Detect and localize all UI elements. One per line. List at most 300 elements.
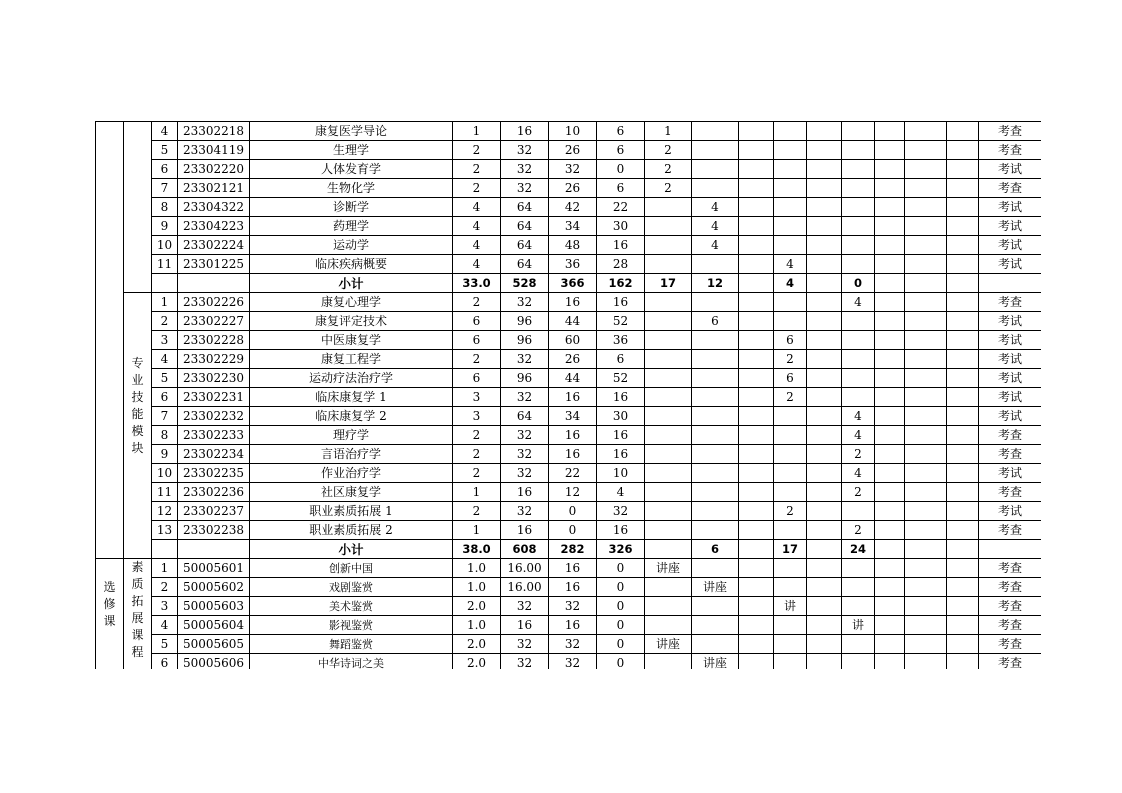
row-index-cell: 4 [152,616,178,635]
semester-hours-cell [645,255,692,274]
total-hours-cell: 32 [501,350,549,369]
credit-cell: 6 [453,331,501,350]
semester-hours-cell [645,597,692,616]
semester-hours-cell [645,616,692,635]
row-index-cell: 7 [152,179,178,198]
semester-hours-cell: 2 [842,483,875,502]
semester-hours-cell [692,426,739,445]
semester-hours-cell [905,464,947,483]
semester-hours-cell: 12 [692,274,739,293]
assessment-cell: 考试 [979,388,1042,407]
semester-hours-cell [947,350,979,369]
total-hours-cell: 528 [501,274,549,293]
row-index-cell: 7 [152,407,178,426]
semester-hours-cell [645,426,692,445]
theory-hours-cell: 32 [549,635,597,654]
practice-hours-cell: 0 [597,635,645,654]
row-index-cell: 5 [152,635,178,654]
course-name-cell: 临床康复学 2 [250,407,453,426]
semester-hours-cell [875,635,905,654]
semester-hours-cell [739,559,774,578]
semester-hours-cell: 讲座 [692,578,739,597]
theory-hours-cell: 26 [549,179,597,198]
semester-hours-cell [947,559,979,578]
course-code-cell: 23301225 [178,255,250,274]
total-hours-cell: 96 [501,331,549,350]
semester-hours-cell: 6 [774,369,807,388]
row-index-cell: 6 [152,160,178,179]
table-row [96,426,1042,445]
course-code-cell: 50005604 [178,616,250,635]
semester-hours-cell [947,464,979,483]
semester-hours-cell [807,179,842,198]
course-name-cell: 中华诗词之美 [250,654,453,670]
semester-hours-cell [692,160,739,179]
practice-hours-cell: 30 [597,217,645,236]
module-skill-cell: 专 业 技 能 模 块 [124,293,152,559]
theory-hours-cell: 12 [549,483,597,502]
course-name-cell: 戏剧鉴赏 [250,578,453,597]
course-code-cell: 23304223 [178,217,250,236]
theory-hours-cell: 366 [549,274,597,293]
theory-hours-cell: 44 [549,312,597,331]
credit-cell: 38.0 [453,540,501,559]
credit-cell: 2 [453,350,501,369]
semester-hours-cell [947,426,979,445]
course-name-cell: 临床康复学 1 [250,388,453,407]
semester-hours-cell [739,369,774,388]
table-row [96,198,1042,217]
theory-hours-cell: 10 [549,122,597,141]
semester-hours-cell [875,445,905,464]
semester-hours-cell: 24 [842,540,875,559]
credit-cell: 2.0 [453,635,501,654]
theory-hours-cell: 16 [549,426,597,445]
practice-hours-cell: 6 [597,350,645,369]
semester-hours-cell [947,521,979,540]
assessment-cell: 考试 [979,312,1042,331]
course-name-cell: 社区康复学 [250,483,453,502]
semester-hours-cell [807,521,842,540]
semester-hours-cell [875,331,905,350]
semester-hours-cell: 讲座 [692,654,739,670]
semester-hours-cell [739,255,774,274]
semester-hours-cell [774,654,807,670]
semester-hours-cell [807,483,842,502]
course-name-cell: 诊断学 [250,198,453,217]
semester-hours-cell [774,445,807,464]
assessment-cell: 考查 [979,654,1042,670]
theory-hours-cell: 44 [549,369,597,388]
table-row [96,369,1042,388]
semester-hours-cell [692,122,739,141]
row-index-cell [152,540,178,559]
practice-hours-cell: 6 [597,141,645,160]
credit-cell: 33.0 [453,274,501,293]
semester-hours-cell [842,179,875,198]
theory-hours-cell: 0 [549,502,597,521]
subtotal-label: 小计 [250,540,453,559]
semester-hours-cell [739,616,774,635]
semester-hours-cell [807,160,842,179]
row-index-cell: 1 [152,559,178,578]
semester-hours-cell [905,293,947,312]
semester-hours-cell: 0 [842,274,875,293]
semester-hours-cell: 4 [692,236,739,255]
semester-hours-cell [875,426,905,445]
total-hours-cell: 16.00 [501,559,549,578]
semester-hours-cell [739,426,774,445]
semester-hours-cell [739,521,774,540]
semester-hours-cell [875,616,905,635]
practice-hours-cell: 6 [597,122,645,141]
semester-hours-cell [739,502,774,521]
semester-hours-cell [692,483,739,502]
total-hours-cell: 32 [501,502,549,521]
row-index-cell: 9 [152,217,178,236]
semester-hours-cell [905,350,947,369]
semester-hours-cell [875,198,905,217]
semester-hours-cell [807,445,842,464]
semester-hours-cell [842,236,875,255]
table-row [96,293,1042,312]
semester-hours-cell [807,635,842,654]
row-index-cell: 13 [152,521,178,540]
semester-hours-cell [774,179,807,198]
semester-hours-cell [645,293,692,312]
semester-hours-cell [645,331,692,350]
theory-hours-cell: 22 [549,464,597,483]
semester-hours-cell: 4 [842,426,875,445]
assessment-cell: 考试 [979,464,1042,483]
total-hours-cell: 16.00 [501,578,549,597]
assessment-cell: 考试 [979,369,1042,388]
theory-hours-cell: 16 [549,388,597,407]
table-row [96,312,1042,331]
table-row [96,350,1042,369]
course-code-cell: 23302233 [178,426,250,445]
row-index-cell: 1 [152,293,178,312]
practice-hours-cell: 16 [597,388,645,407]
table-row [96,483,1042,502]
course-code-cell [178,274,250,293]
semester-hours-cell [739,293,774,312]
semester-hours-cell [739,540,774,559]
semester-hours-cell [807,654,842,670]
semester-hours-cell [842,255,875,274]
credit-cell: 2 [453,293,501,312]
curriculum-table-container [95,121,1041,669]
semester-hours-cell [905,198,947,217]
course-name-cell: 创新中国 [250,559,453,578]
semester-hours-cell [807,350,842,369]
semester-hours-cell [807,502,842,521]
semester-hours-cell [739,654,774,670]
assessment-cell: 考查 [979,559,1042,578]
semester-hours-cell: 2 [774,350,807,369]
practice-hours-cell: 22 [597,198,645,217]
semester-hours-cell [807,293,842,312]
assessment-cell: 考试 [979,160,1042,179]
semester-hours-cell [905,559,947,578]
row-index-cell: 2 [152,312,178,331]
credit-cell: 4 [453,217,501,236]
practice-hours-cell: 16 [597,445,645,464]
semester-hours-cell [875,293,905,312]
assessment-cell: 考查 [979,445,1042,464]
semester-hours-cell: 1 [645,122,692,141]
practice-hours-cell: 162 [597,274,645,293]
semester-hours-cell [739,445,774,464]
credit-cell: 1 [453,521,501,540]
course-code-cell: 23302231 [178,388,250,407]
table-row [96,654,1042,670]
course-code-cell: 23302121 [178,179,250,198]
total-hours-cell: 16 [501,616,549,635]
semester-hours-cell: 4 [842,464,875,483]
theory-hours-cell: 42 [549,198,597,217]
semester-hours-cell [739,236,774,255]
semester-hours-cell [692,388,739,407]
curriculum-table [95,121,1041,669]
semester-hours-cell [905,122,947,141]
semester-hours-cell: 4 [842,293,875,312]
semester-hours-cell [905,312,947,331]
practice-hours-cell: 0 [597,578,645,597]
semester-hours-cell: 4 [774,255,807,274]
semester-hours-cell [947,445,979,464]
semester-hours-cell [875,559,905,578]
semester-hours-cell [692,559,739,578]
assessment-cell: 考试 [979,407,1042,426]
semester-hours-cell [947,369,979,388]
semester-hours-cell [739,160,774,179]
table-row [96,255,1042,274]
semester-hours-cell [947,635,979,654]
course-code-cell: 23302232 [178,407,250,426]
row-index-cell: 3 [152,331,178,350]
semester-hours-cell [807,331,842,350]
semester-hours-cell [774,483,807,502]
semester-hours-cell [645,540,692,559]
semester-hours-cell [774,407,807,426]
semester-hours-cell [905,654,947,670]
practice-hours-cell: 52 [597,369,645,388]
semester-hours-cell [774,141,807,160]
semester-hours-cell: 2 [645,179,692,198]
semester-hours-cell [947,122,979,141]
assessment-cell: 考试 [979,217,1042,236]
semester-hours-cell [905,635,947,654]
semester-hours-cell [692,350,739,369]
semester-hours-cell [947,293,979,312]
practice-hours-cell: 32 [597,502,645,521]
semester-hours-cell: 2 [842,445,875,464]
assessment-cell: 考查 [979,635,1042,654]
total-hours-cell: 32 [501,654,549,670]
theory-hours-cell: 26 [549,350,597,369]
semester-hours-cell [807,464,842,483]
semester-hours-cell [739,198,774,217]
table-row [96,521,1042,540]
total-hours-cell: 32 [501,293,549,312]
table-row [96,179,1042,198]
semester-hours-cell [875,141,905,160]
credit-cell: 2.0 [453,654,501,670]
semester-hours-cell [875,122,905,141]
theory-hours-cell: 26 [549,141,597,160]
semester-hours-cell [739,331,774,350]
semester-hours-cell [645,464,692,483]
semester-hours-cell [875,578,905,597]
course-name-cell: 临床疾病概要 [250,255,453,274]
assessment-cell: 考查 [979,122,1042,141]
semester-hours-cell [739,122,774,141]
theory-hours-cell: 34 [549,217,597,236]
row-index-cell: 8 [152,198,178,217]
credit-cell: 2 [453,141,501,160]
credit-cell: 6 [453,312,501,331]
semester-hours-cell [905,217,947,236]
semester-hours-cell [947,597,979,616]
subtotal-row [96,540,1042,559]
row-index-cell [152,274,178,293]
semester-hours-cell: 4 [692,198,739,217]
semester-hours-cell [842,160,875,179]
assessment-cell [979,540,1042,559]
semester-hours-cell [947,141,979,160]
theory-hours-cell: 32 [549,654,597,670]
course-code-cell: 23302229 [178,350,250,369]
course-code-cell [178,540,250,559]
semester-hours-cell [947,407,979,426]
total-hours-cell: 32 [501,464,549,483]
semester-hours-cell [875,388,905,407]
theory-hours-cell: 16 [549,578,597,597]
credit-cell: 2 [453,179,501,198]
row-index-cell: 4 [152,350,178,369]
theory-hours-cell: 16 [549,445,597,464]
semester-hours-cell [692,597,739,616]
semester-hours-cell [774,217,807,236]
semester-hours-cell [739,141,774,160]
semester-hours-cell: 4 [692,217,739,236]
assessment-cell: 考查 [979,141,1042,160]
total-hours-cell: 32 [501,160,549,179]
semester-hours-cell [905,426,947,445]
course-name-cell: 职业素质拓展 1 [250,502,453,521]
table-row [96,122,1042,141]
course-name-cell: 言语治疗学 [250,445,453,464]
semester-hours-cell [692,179,739,198]
module1-cell [124,122,152,293]
total-hours-cell: 64 [501,255,549,274]
assessment-cell: 考查 [979,578,1042,597]
course-code-cell: 50005606 [178,654,250,670]
semester-hours-cell [947,236,979,255]
semester-hours-cell [947,274,979,293]
semester-hours-cell: 讲 [774,597,807,616]
semester-hours-cell [645,445,692,464]
course-name-cell: 中医康复学 [250,331,453,350]
semester-hours-cell [947,331,979,350]
semester-hours-cell [905,369,947,388]
assessment-cell: 考查 [979,293,1042,312]
assessment-cell: 考查 [979,597,1042,616]
semester-hours-cell [807,274,842,293]
semester-hours-cell [774,559,807,578]
semester-hours-cell [692,616,739,635]
total-hours-cell: 32 [501,141,549,160]
assessment-cell [979,274,1042,293]
credit-cell: 2 [453,426,501,445]
subtotal-row [96,274,1042,293]
semester-hours-cell [774,464,807,483]
semester-hours-cell [875,179,905,198]
semester-hours-cell [875,540,905,559]
semester-hours-cell [774,578,807,597]
semester-hours-cell [842,559,875,578]
course-code-cell: 50005601 [178,559,250,578]
credit-cell: 4 [453,198,501,217]
table-row [96,578,1042,597]
credit-cell: 1.0 [453,559,501,578]
semester-hours-cell [947,160,979,179]
semester-hours-cell [905,274,947,293]
semester-hours-cell [905,597,947,616]
semester-hours-cell [807,217,842,236]
row-index-cell: 8 [152,426,178,445]
table-row [96,445,1042,464]
semester-hours-cell [875,369,905,388]
semester-hours-cell [947,179,979,198]
semester-hours-cell [692,445,739,464]
semester-hours-cell [905,255,947,274]
semester-hours-cell [875,217,905,236]
table-row [96,331,1042,350]
practice-hours-cell: 16 [597,236,645,255]
course-code-cell: 23302224 [178,236,250,255]
semester-hours-cell [842,312,875,331]
semester-hours-cell [739,217,774,236]
semester-hours-cell [947,483,979,502]
course-code-cell: 23302227 [178,312,250,331]
total-hours-cell: 32 [501,597,549,616]
assessment-cell: 考查 [979,616,1042,635]
practice-hours-cell: 36 [597,331,645,350]
semester-hours-cell [842,654,875,670]
semester-hours-cell [807,122,842,141]
semester-hours-cell [875,350,905,369]
semester-hours-cell [807,559,842,578]
theory-hours-cell: 60 [549,331,597,350]
semester-hours-cell [842,331,875,350]
semester-hours-cell: 4 [842,407,875,426]
semester-hours-cell [842,122,875,141]
semester-hours-cell [692,369,739,388]
semester-hours-cell [645,198,692,217]
semester-hours-cell [739,312,774,331]
semester-hours-cell [807,198,842,217]
row-index-cell: 4 [152,122,178,141]
semester-hours-cell [807,597,842,616]
course-code-cell: 50005605 [178,635,250,654]
semester-hours-cell [905,445,947,464]
semester-hours-cell: 17 [645,274,692,293]
practice-hours-cell: 16 [597,521,645,540]
semester-hours-cell [875,464,905,483]
semester-hours-cell: 4 [774,274,807,293]
